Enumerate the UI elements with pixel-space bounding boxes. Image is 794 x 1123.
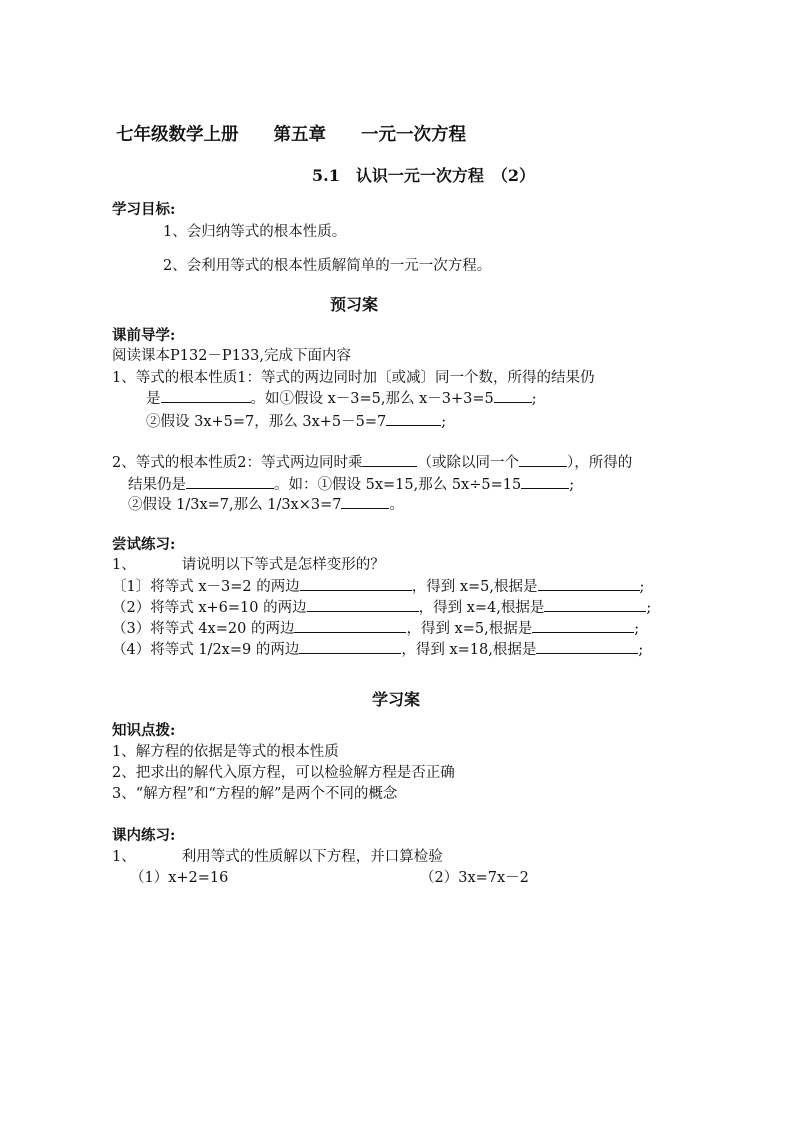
- practice-item: 〔1〕将等式 x－3=2 的两边 ，得到 x=5,根据是 ;: [112, 576, 644, 597]
- answer-blank[interactable]: [341, 494, 389, 509]
- answer-blank[interactable]: [386, 411, 441, 426]
- answer-blank[interactable]: [536, 639, 638, 654]
- practice-item: （3）将等式 4x=20 的两边 ，得到 x=5,根据是 ;: [112, 618, 639, 639]
- property-2-example-1: 结果仍是 。如：①假设 5x=15,那么 5x÷5=15 ;: [128, 474, 574, 495]
- property-1-text: 1、等式的根本性质1：等式的两边同时加〔或减〕同一个数，所得的结果仍: [112, 370, 595, 386]
- points-heading: 知识点拨:: [112, 722, 176, 739]
- point-item: 2、把求出的解代入原方程，可以检验解方程是否正确: [112, 765, 455, 781]
- practice-item: （2）将等式 x+6=10 的两边 ，得到 x=4,根据是 ;: [112, 597, 651, 618]
- study-heading: 学习案: [372, 690, 421, 709]
- preview-heading: 预习案: [330, 295, 379, 314]
- answer-blank[interactable]: [494, 388, 532, 403]
- answer-blank[interactable]: [161, 388, 251, 403]
- practice-question: 1、 请说明以下等式是怎样变形的？: [112, 557, 385, 573]
- answer-blank[interactable]: [299, 639, 401, 654]
- equation-2: （2）3x=7x－2: [420, 870, 529, 886]
- goal-item: 1、会归纳等式的根本性质。: [163, 224, 347, 240]
- guide-heading: 课前导学:: [112, 327, 176, 344]
- lesson-subtitle: 5.1 认识一元一次方程 （2）: [312, 166, 535, 185]
- answer-blank[interactable]: [544, 597, 646, 612]
- point-item: 1、解方程的依据是等式的根本性质: [112, 744, 339, 760]
- practice-heading: 尝试练习:: [112, 536, 176, 553]
- property-2-example-2: ②假设 1/3x=7,那么 1/3x×3=7 。: [128, 494, 404, 515]
- document-title: 七年级数学上册 第五章 一元一次方程: [116, 125, 466, 145]
- goals-heading: 学习目标:: [112, 201, 176, 218]
- answer-blank[interactable]: [186, 474, 274, 489]
- property-1-example-1: 是 。如①假设 x－3=5,那么 x－3+3=5 ;: [146, 388, 537, 409]
- answer-blank[interactable]: [294, 618, 406, 633]
- answer-blank[interactable]: [532, 618, 634, 633]
- point-item: 3、“解方程”和“方程的解”是两个不同的概念: [112, 786, 398, 802]
- class-practice-heading: 课内练习:: [112, 827, 176, 844]
- answer-blank[interactable]: [521, 474, 569, 489]
- answer-blank[interactable]: [307, 597, 419, 612]
- equation-1: （1）x+2=16: [130, 870, 229, 886]
- guide-intro: 阅读课本P132－P133,完成下面内容: [112, 348, 351, 364]
- answer-blank[interactable]: [362, 452, 417, 467]
- answer-blank[interactable]: [538, 576, 640, 591]
- class-practice-question: 1、 利用等式的性质解以下方程，并口算检验: [112, 849, 443, 865]
- goal-item: 2、会利用等式的根本性质解简单的一元一次方程。: [163, 258, 492, 274]
- property-2-text: 2、等式的根本性质2：等式两边同时乘 （或除以同一个 ），所得的: [112, 452, 632, 473]
- property-1-example-2: ②假设 3x+5=7，那么 3x+5－5=7 ;: [146, 411, 446, 432]
- answer-blank[interactable]: [519, 452, 567, 467]
- answer-blank[interactable]: [300, 576, 412, 591]
- practice-item: （4）将等式 1/2x=9 的两边 ，得到 x=18,根据是 ;: [112, 639, 643, 660]
